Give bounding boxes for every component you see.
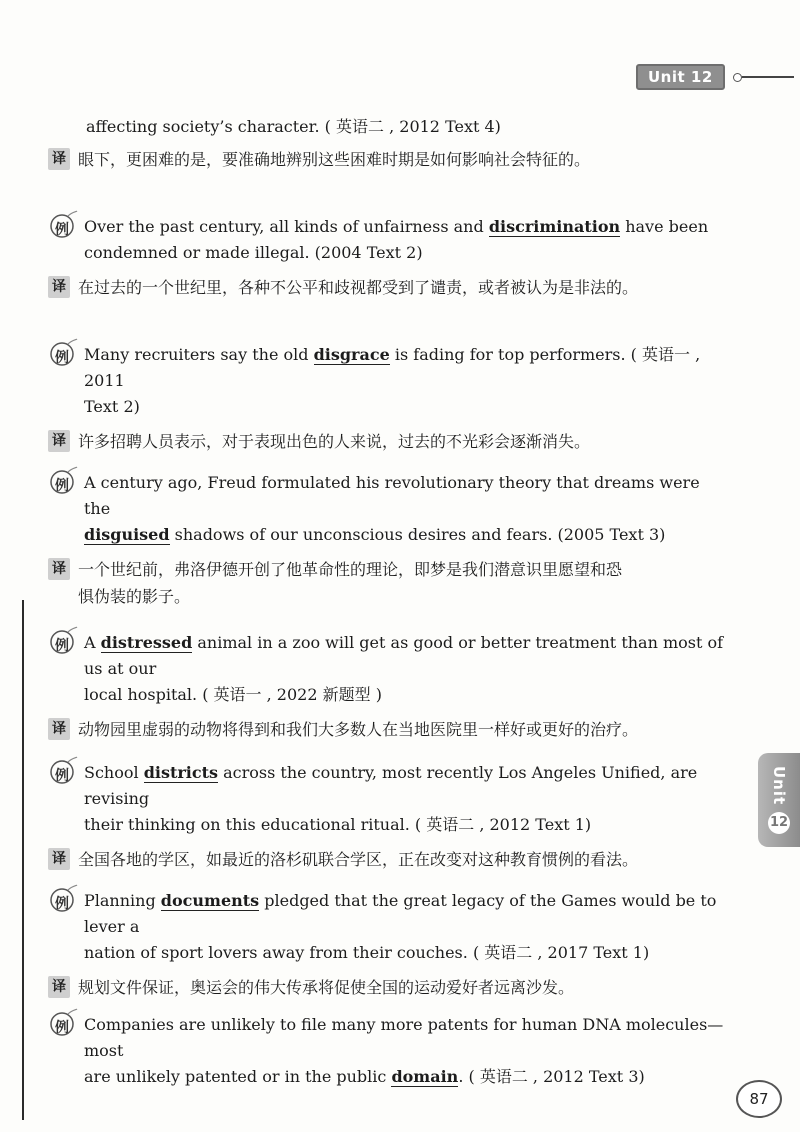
translation-marker-icon: 译 [48,976,70,998]
entry-7: 例 Companies are unlikely to file many more patents for human DNA molecules—most are unlikely patented or in the public domain. ( 英语二 , 2012 Text 3) [48,1012,728,1090]
example-marker-icon: 例 [48,466,78,496]
page-number: 87 [736,1080,782,1118]
translation-marker-icon: 译 [48,276,70,298]
entry-0 [48,114,728,173]
example-marker-icon: 例 [48,210,78,240]
keyword: disguised [84,525,170,544]
example-text-line2: Text 2) [84,397,140,416]
example-marker-icon: 例 [48,884,78,914]
header-line [742,76,794,78]
entry-3: 例 A century ago, Freud formulated his revolutionary theory that dreams were the disguised shadows of our unconscious desires and fears. (2005 Text 3) 译 一个世纪前，弗洛伊德开创了他革命性的理论，即梦是我们潜意识里愿望和恐 惧伪装的影子。 [48,470,728,610]
example-text: A century ago, Freud formulated his revolutionary theory that dreams were the [84,473,700,518]
keyword: disgrace [313,345,390,364]
translation-text: 在过去的一个世纪里，各种不公平和歧视都受到了谴责，或者被认为是非法的。 [78,278,639,297]
example-text: Planning [84,891,161,910]
example-marker-icon: 例 [48,338,78,368]
translation-text: 全国各地的学区，如最近的洛杉矶联合学区，正在改变对这种教育惯例的看法。 [78,850,639,869]
left-margin-rule [22,600,24,1120]
example-text: affecting society’s character. ( 英语二 , 2012 Text 4) [86,117,501,136]
translation-marker-icon: 译 [48,430,70,452]
translation-marker-icon: 译 [48,718,70,740]
keyword: distressed [100,633,193,652]
translation-text: 许多招聘人员表示，对于表现出色的人来说，过去的不光彩会逐渐消失。 [78,432,591,451]
entry-5: 例 School districts across the country, most recently Los Angeles Unified, are revising their thinking on this educational ritual. ( 英语二 , 2012 Text 1) 译 全国各地的学区，如最近的洛杉矶联合学区，正在改变对这种教育惯例的看法。 [48,760,728,873]
side-tab-number: 12 [768,812,790,834]
example-marker-icon: 例 [48,1008,78,1038]
example-marker-icon: 例 [48,756,78,786]
unit-badge: Unit 12 [636,64,725,90]
example-text: A [84,633,101,652]
keyword: discrimination [488,217,621,236]
keyword: domain [391,1067,459,1086]
translation-text: 动物园里虚弱的动物将得到和我们大多数人在当地医院里一样好或更好的治疗。 [78,720,639,739]
example-text-line2: nation of sport lovers away from their couches. ( 英语二 , 2017 Text 1) [84,943,650,962]
side-unit-tab [758,753,800,847]
header-dot [733,73,742,82]
example-marker-icon: 例 [48,626,78,656]
entry-4: 例 A distressed animal in a zoo will get as good or better treatment than most of us at our local hospital. ( 英语一 , 2022 新题型 ) 译 动物园里虚弱的动物将得到和我们大多数人在当地医院里一样好或更好的治疗。 [48,630,728,743]
entry-6: 例 Planning documents pledged that the great legacy of the Games would be to lever a nation of sport lovers away from their couches. ( 英语二 , 2017 Text 1) 译 规划文件保证，奥运会的伟大传承将促使全国的运动爱好者远离沙发。 [48,888,728,1001]
translation-text-line2: 惧伪装的影子。 [78,587,191,606]
keyword: documents [160,891,260,910]
translation-text: 眼下，更困难的是，要准确地辨别这些困难时期是如何影响社会特征的。 [78,150,591,169]
translation-marker-icon: 译 [48,558,70,580]
example-text-line2: local hospital. ( 英语一 , 2022 新题型 ) [84,685,382,704]
example-text: Over the past century, all kinds of unfairness and [84,217,489,236]
example-text: Companies are unlikely to file many more patents for human DNA molecules—most [84,1015,724,1060]
unit-header [636,64,794,90]
entry-2: 例 Many recruiters say the old disgrace is fading for top performers. ( 英语一 , 2011 Text 2) 译 许多招聘人员表示，对于表现出色的人来说，过去的不光彩会逐渐消失。 [48,342,728,455]
entry-1: 例 Over the past century, all kinds of unfairness and discrimination have been condemned or made illegal. (2004 Text 2) 译 在过去的一个世纪里，各种不公平和歧视都受到了谴责，或者被认为是非法的。 [48,214,728,301]
example-text: School [84,763,144,782]
keyword: districts [143,763,219,782]
example-text-line2: their thinking on this educational ritual. ( 英语二 , 2012 Text 1) [84,815,592,834]
side-tab-word: Unit [770,766,788,806]
translation-marker-icon: 译 [48,848,70,870]
translation-text: 一个世纪前，弗洛伊德开创了他革命性的理论，即梦是我们潜意识里愿望和恐 [78,560,623,579]
example-text: Many recruiters say the old [84,345,314,364]
example-text-line2: condemned or made illegal. (2004 Text 2) [84,243,423,262]
translation-marker-icon: 译 [48,148,70,170]
translation-text: 规划文件保证，奥运会的伟大传承将促使全国的运动爱好者远离沙发。 [78,978,575,997]
